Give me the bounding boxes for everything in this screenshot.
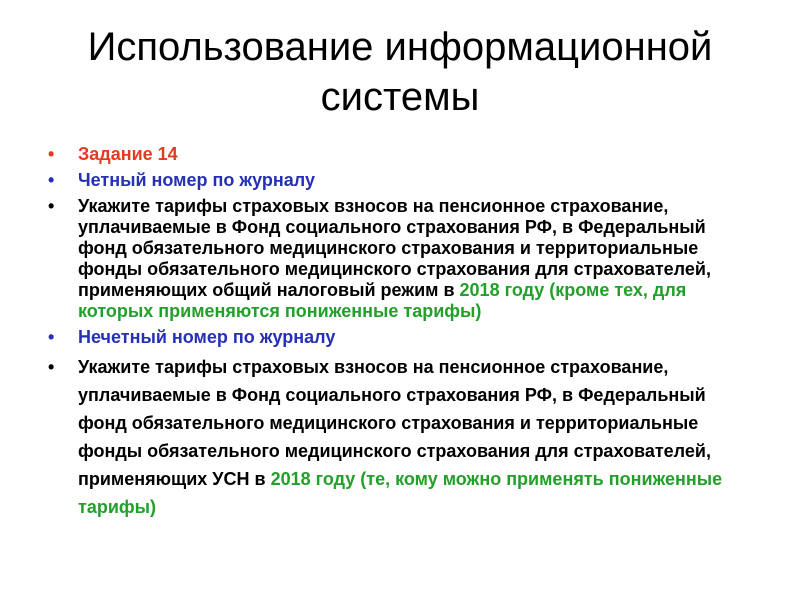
odd-text: Укажите тарифы страховых взносов на пенсионное страхование, уплачиваемые в Фонд социального страхования РФ, в Федеральный фонд обязательного медицинского страхования и территориальные фонды обязательного медицинского страхования для страхователей, применяющих УСН в xyxy=(78,357,711,489)
bullet-even-text xyxy=(48,196,748,322)
bullet-odd-heading xyxy=(48,327,748,348)
task-label: Задание 14 xyxy=(78,144,178,164)
bullet-dot-icon: • xyxy=(48,357,55,377)
bullet-dot-icon: • xyxy=(48,327,55,347)
even-highlight: 2018 году (кроме тех, для которых применяются пониженные тарифы) xyxy=(78,280,687,321)
bullet-dot-icon: • xyxy=(48,196,55,216)
bullet-dot-icon: • xyxy=(48,170,55,190)
even-heading-label: Четный номер по журналу xyxy=(78,170,315,190)
even-text: Укажите тарифы страховых взносов на пенсионное страхование, уплачиваемые в Фонд социального страхования РФ, в Федеральный фонд обязательного медицинского страхования и территориальные фонды обязательного медицинского страхования для страхователей, применяющих общий налоговый режим в xyxy=(78,196,711,300)
bullet-task xyxy=(48,144,748,165)
odd-highlight: 2018 году (те, кому можно применять пониженные тарифы) xyxy=(78,469,723,517)
odd-heading-label: Нечетный номер по журналу xyxy=(78,327,336,347)
bullet-list xyxy=(48,144,748,526)
slide-title: Использование информационной системы xyxy=(87,25,713,119)
bullet-dot-icon: • xyxy=(48,144,55,164)
bullet-odd-text xyxy=(48,353,748,521)
bullet-even-heading xyxy=(48,170,748,191)
